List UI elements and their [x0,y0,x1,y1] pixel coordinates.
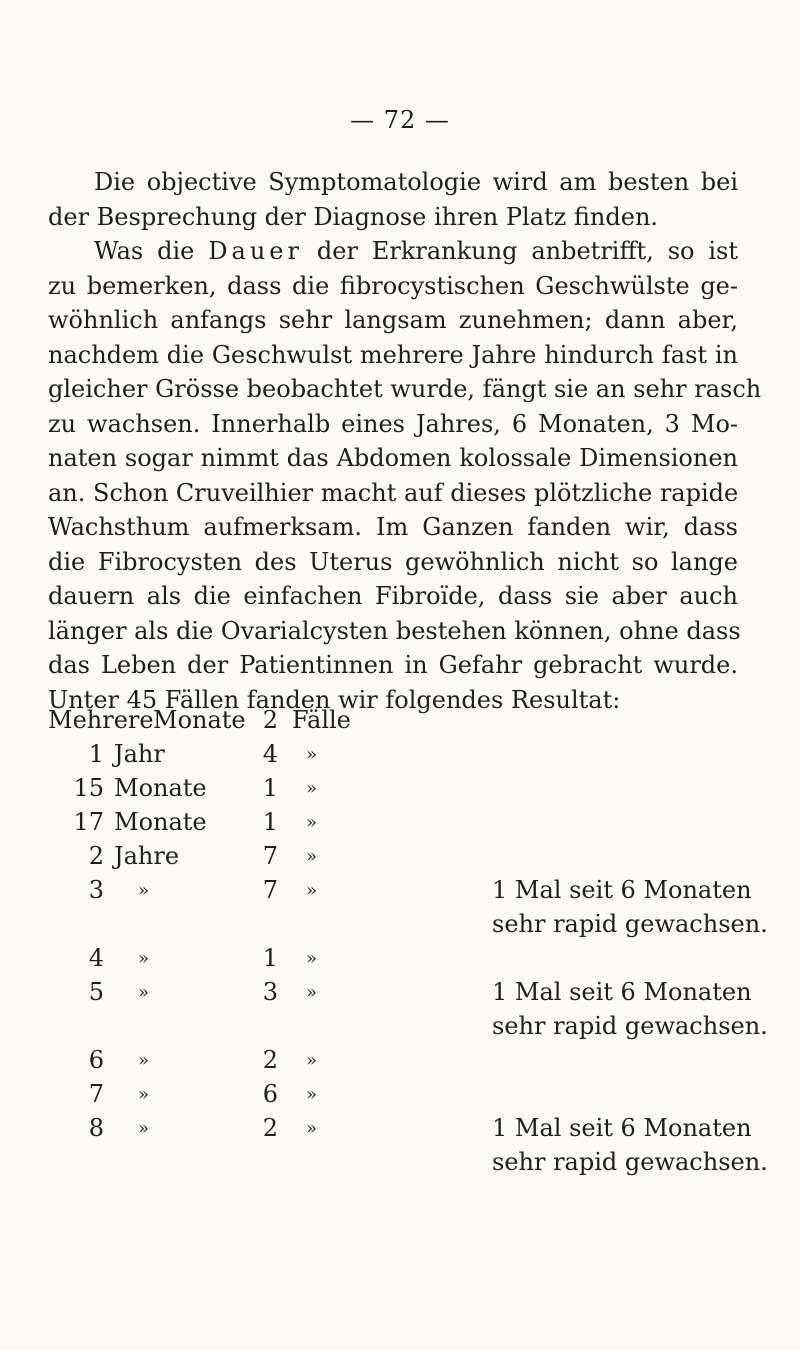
duration-unit-cell: » [138,1118,150,1139]
duration-unit-cell: Jahre [114,842,180,870]
cases-unit-cell: » [306,778,318,799]
text-line: gleicher Grösse beobachtet wurde, fängt sie an sehr rasch [48,375,762,403]
duration-count-cell: 6 [88,1046,104,1074]
text-line: wöhnlich anfangs sehr langsam zunehmen; dann aber, [48,306,738,334]
text-line: Die objective Symptomatologie wird am besten bei [94,168,738,196]
duration-count-cell: 15 [73,774,104,802]
cases-count-cell: 2 [262,1114,278,1142]
duration-count-cell: 2 [88,842,104,870]
cases-count-cell: 2 [262,1046,278,1074]
page-number: — 72 — [350,106,450,134]
note-cell: 1 Mal seit 6 Monaten [492,978,752,1006]
duration-unit-cell: » [138,1050,150,1071]
table-row [48,944,748,978]
text-line: die Fibrocysten des Uterus gewöhnlich nicht so lange [48,547,738,576]
cases-count-cell: 4 [262,740,278,768]
text-line: nachdem die Geschwulst mehrere Jahre hindurch fast in [48,340,738,369]
text-line: dauern als die einfachen Fibroïde, dass sie aber auch [48,582,738,610]
cases-count-cell: 7 [262,876,278,904]
cases-unit-cell: » [306,880,318,901]
cases-unit-cell: » [306,1118,318,1139]
cases-unit-cell: » [306,1084,318,1105]
cases-count-cell: 2 [262,706,278,734]
body-text [48,165,762,717]
duration-count-cell: Mehrere [48,706,154,734]
cases-unit-cell: » [306,948,318,969]
duration-count-cell: 17 [73,808,104,836]
note-cell: sehr rapid gewachsen. [492,910,768,938]
duration-count-cell: 3 [88,876,104,904]
duration-unit-cell: » [138,1084,150,1105]
duration-unit-cell: Monate [153,706,246,734]
table-row [48,910,768,944]
duration-count-cell: 1 [88,740,104,768]
table-row [48,842,748,876]
note-cell: 1 Mal seit 6 Monaten [492,876,752,904]
text-line: an. Schon Cruveilhier macht auf dieses plötzliche rapide [48,478,739,507]
text-line: zu wachsen. Innerhalb eines Jahres, 6 Monaten, 3 Mo- [48,409,738,438]
duration-unit-cell: » [138,880,150,901]
cases-count-cell: 1 [262,944,278,972]
cases-unit-cell: » [306,744,318,765]
duration-count-cell: 4 [88,944,104,972]
duration-unit-cell: Jahr [114,740,165,768]
cases-count-cell: 1 [262,808,278,836]
table-row [48,808,748,842]
duration-count-cell: 5 [88,978,104,1006]
table-row [48,1046,748,1080]
emphasized-word: Dauer [208,237,303,265]
text-line: der Besprechung der Diagnose ihren Platz finden. [48,202,659,231]
cases-count-cell: 1 [262,774,278,802]
duration-unit-cell: Monate [114,774,207,802]
duration-unit-cell: Monate [114,808,207,836]
note-cell: sehr rapid gewachsen. [492,1012,768,1040]
table-row [48,876,752,910]
text-fragment: der Erkrankung anbetrifft, so ist [316,237,739,265]
text-fragment: Was die [94,237,195,265]
text-line: Wachsthum aufmerksam. Im Ganzen fanden wir, dass [48,513,738,541]
cases-unit-cell: » [306,812,318,833]
text-line: zu bemerken, dass die fibrocystischen Geschwülste ge- [48,271,738,300]
text-line-dauer [48,234,738,269]
text-line: Unter 45 Fällen fanden wir folgendes Resultat: [48,685,621,714]
table-row [48,1114,752,1148]
cases-count-cell: 3 [262,978,278,1006]
cases-unit-cell: » [306,846,318,867]
cases-unit-cell: Fälle [292,706,351,734]
cases-unit-cell: » [306,982,318,1003]
table-row [48,978,752,1012]
cases-count-cell: 6 [262,1080,278,1108]
text-line: naten sogar nimmt das Abdomen kolossale Dimensionen [48,444,738,472]
table-row [48,740,748,774]
duration-unit-cell: » [138,982,150,1003]
table-row [48,1080,748,1114]
duration-count-cell: 7 [88,1080,104,1108]
table-row [48,1012,768,1046]
note-cell: sehr rapid gewachsen. [492,1148,768,1176]
duration-count-cell: 8 [88,1114,104,1142]
cases-unit-cell: » [306,1050,318,1071]
results-table [48,706,768,1182]
duration-unit-cell: » [138,948,150,969]
text-line: das Leben der Patientinnen in Gefahr gebracht wurde. [48,651,738,679]
table-row [48,706,748,740]
note-cell: 1 Mal seit 6 Monaten [492,1114,752,1142]
cases-count-cell: 7 [262,842,278,870]
text-line: länger als die Ovarialcysten bestehen können, ohne dass [48,616,741,645]
table-row [48,1148,768,1182]
table-row [48,774,748,808]
